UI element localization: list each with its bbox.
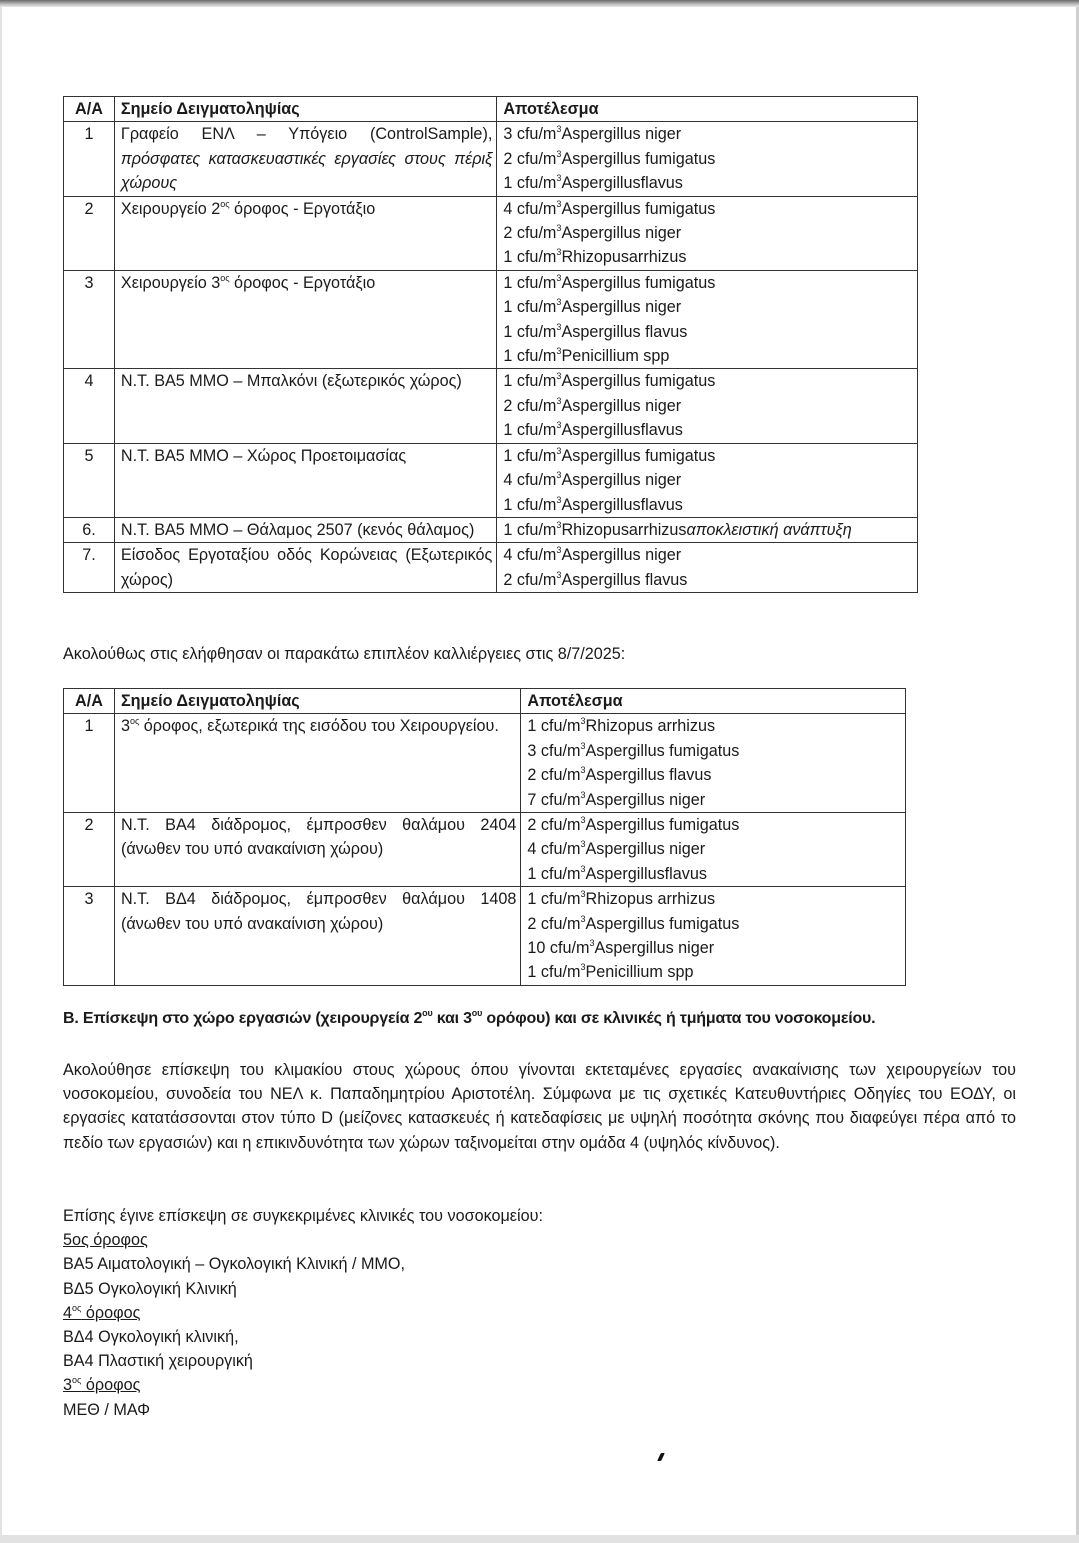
organism-name: Penicillium spp: [585, 963, 694, 982]
cfu-unit: cfu/m: [540, 963, 581, 982]
cfu-unit: cfu/m: [516, 520, 557, 539]
cfu-unit: cfu/m: [516, 298, 557, 317]
heading-text: Β. Επίσκεψη στο χώρο εργασιών (χειρουργεία 2: [63, 1010, 423, 1027]
result-cell: [497, 270, 918, 369]
sampling-results-table-1: [63, 96, 918, 593]
sampling-point: Ν.Τ. ΒΑ4 διάδρομος, έμπροσθεν θαλάμου 2404 (άνωθεν του υπό ανακαίνιση χώρου): [114, 813, 520, 887]
unit-exponent: 3: [589, 938, 595, 949]
sampling-point: Ν.Τ. ΒΑ5 ΜΜΟ – Θάλαμος 2507 (κενός θάλαμος): [114, 517, 496, 542]
result-cell: [521, 887, 906, 986]
organism-name: Aspergillus niger: [561, 298, 682, 317]
result-line: [503, 418, 913, 442]
result-line: [503, 221, 913, 245]
cfu-unit: cfu/m: [516, 446, 557, 465]
cfu-unit: cfu/m: [516, 471, 557, 490]
unit-exponent: 3: [580, 740, 586, 751]
row-number: 4: [64, 369, 115, 443]
header-aa: Α/Α: [64, 689, 115, 714]
cfu-count: 4: [503, 546, 513, 565]
cfu-unit: cfu/m: [516, 570, 557, 589]
organism-name: Rhizopusarrhizus: [561, 248, 687, 267]
cfu-count: 2: [527, 914, 537, 933]
result-cell: [521, 714, 906, 813]
unit-exponent: 3: [556, 173, 562, 184]
unit-exponent: 3: [556, 470, 562, 481]
cfu-count: 1: [503, 322, 513, 341]
cfu-count: 2: [503, 224, 513, 243]
unit-exponent: 3: [556, 519, 562, 530]
cfu-unit: cfu/m: [540, 717, 581, 736]
additional-cultures-intro: Ακολούθως στις ελήφθησαν οι παρακάτω επιπλέον καλλιέργειες στις 8/7/2025:: [63, 645, 626, 663]
result-cell: [497, 369, 918, 443]
cfu-count: 2: [503, 149, 513, 168]
cfu-count: 4: [503, 471, 513, 490]
cfu-unit: cfu/m: [516, 546, 557, 565]
result-cell: [497, 196, 918, 270]
cfu-unit: cfu/m: [516, 248, 557, 267]
ordinal-suffix: ος: [220, 198, 230, 209]
cfu-unit: cfu/m: [540, 890, 581, 909]
table-row: [64, 517, 918, 542]
floor-word: όροφος: [81, 1376, 141, 1395]
sampling-point: [114, 122, 496, 196]
header-aa: Α/Α: [64, 97, 115, 122]
result-cell: [497, 443, 918, 517]
ordinal-suffix: ος: [220, 272, 230, 283]
result-cell: [521, 813, 906, 887]
sampling-point: Ν.Τ. ΒΔ4 διάδρομος, έμπροσθεν θαλάμου 1408 (άνωθεν του υπό ανακαίνιση χώρου): [114, 887, 520, 986]
cfu-unit: cfu/m: [516, 322, 557, 341]
organism-name: Aspergillus fumigatus: [561, 273, 716, 292]
table-header-row: [64, 689, 906, 714]
sampling-point: [114, 714, 520, 813]
organism-name: Penicillium spp: [561, 347, 670, 366]
unit-exponent: 3: [580, 913, 586, 924]
result-line: [527, 739, 901, 763]
row-number: 1: [64, 122, 115, 196]
heading-sup: ου: [422, 1008, 433, 1018]
result-line: [503, 147, 913, 171]
result-line: [503, 171, 913, 195]
cfu-count: 1: [503, 298, 513, 317]
sampling-point-text: Χειρουργείο 2: [120, 199, 221, 218]
result-line: [503, 568, 913, 592]
heading-sup: ου: [471, 1008, 483, 1018]
cfu-unit: cfu/m: [549, 939, 590, 958]
cfu-count: 1: [503, 248, 513, 267]
section-b-body: Ακολούθησε επίσκεψη του κλιμακίου στους χώρους όπου γίνονται εκτεταμένες εργασίες ανακαίνισης των χειρουργείων του νοσοκομείου, συνοδεία του ΝΕΛ κ. Παπαδημητρίου Αριστοτέλη. Σύμφωνα με τις σχετικές Κατευθυντήριες Οδηγίες του ΕΟΔΥ, οι εργασίες κατατάσσονται στον τύπο D (μείζονες κατασκευές ή κατεδαφίσεις με υψηλή ποσότητα σκόνης που διαφεύγει πέρα από το πεδίο των εργασιών) και η επικινδυνότητα των χώρων ταξινομείται στην ομάδα 4 (υψηλός κίνδυνος).: [63, 1061, 1016, 1152]
sampling-point: Είσοδος Εργοταξίου οδός Κορώνειας (Εξωτερικός χώρος): [114, 543, 496, 593]
result-line: [503, 197, 913, 221]
unit-exponent: 3: [556, 371, 562, 382]
organism-name: Aspergillus niger: [585, 790, 706, 809]
result-line: [527, 960, 901, 984]
organism-name: Aspergillus niger: [561, 396, 682, 415]
row-number: 7.: [64, 543, 115, 593]
clinic-item: ΜΕΘ / ΜΑΦ: [63, 1400, 151, 1419]
clinic-item: ΒΑ5 Αιματολογική – Ογκολογική Κλινική / ΜΜΟ,: [63, 1255, 406, 1274]
header-sampling-point: Σημείο Δειγματοληψίας: [114, 97, 496, 122]
result-line: [527, 862, 901, 886]
result-line: [527, 763, 901, 787]
cfu-count: 1: [527, 717, 537, 736]
section-b-heading: [63, 1010, 875, 1028]
row-number: 2: [64, 196, 115, 270]
cfu-unit: cfu/m: [516, 396, 557, 415]
cfu-count: 1: [503, 174, 513, 193]
cfu-count: 10: [527, 939, 546, 958]
unit-exponent: 3: [556, 569, 562, 580]
cfu-count: 4: [503, 199, 513, 218]
organism-name: Aspergillus niger: [561, 546, 682, 565]
stray-ink-mark: [657, 1453, 665, 1461]
unit-exponent: 3: [556, 272, 562, 283]
cfu-count: 1: [503, 347, 513, 366]
ordinal-suffix: ος: [72, 1302, 82, 1313]
organism-name: Aspergillus fumigatus: [561, 149, 716, 168]
table-row: [64, 813, 906, 887]
organism-name: Aspergillus flavus: [561, 322, 688, 341]
cfu-count: 1: [503, 495, 513, 514]
result-line: [503, 320, 913, 344]
result-line: [503, 468, 913, 492]
table-row: [64, 714, 906, 813]
floor-label-text: [63, 1376, 140, 1394]
result-line: [503, 444, 913, 468]
cfu-count: 1: [527, 963, 537, 982]
unit-exponent: 3: [556, 395, 562, 406]
result-line: [503, 518, 913, 542]
table-row: [64, 369, 918, 443]
organism-name: Aspergillus niger: [585, 840, 706, 859]
result-line: [503, 394, 913, 418]
unit-exponent: 3: [580, 863, 586, 874]
organism-name: Aspergillus fumigatus: [585, 914, 740, 933]
result-note: αποκλειστική ανάπτυξη: [686, 520, 852, 539]
cfu-count: 3: [503, 125, 513, 144]
cfu-count: 3: [527, 741, 537, 760]
unit-exponent: 3: [580, 716, 586, 727]
cfu-unit: cfu/m: [516, 149, 557, 168]
organism-name: Aspergillusflavus: [561, 174, 683, 193]
organism-name: Aspergillus fumigatus: [585, 741, 740, 760]
sampling-point-note: πρόσφατες κατασκευαστικές εργασίες στους πέριξ χώρους: [120, 149, 493, 193]
floor-label-text: [63, 1231, 148, 1249]
cfu-unit: cfu/m: [516, 199, 557, 218]
unit-exponent: 3: [580, 789, 586, 800]
result-line: [527, 788, 901, 812]
clinic-visits-intro: Επίσης έγινε επίσκεψη σε συγκεκριμένες κλινικές του νοσοκομείου:: [63, 1207, 543, 1225]
unit-exponent: 3: [580, 839, 586, 850]
organism-name: Aspergillus niger: [561, 224, 682, 243]
cfu-unit: cfu/m: [540, 816, 581, 835]
result-line: [527, 714, 901, 738]
table-row: [64, 196, 918, 270]
unit-exponent: 3: [556, 346, 562, 357]
organism-name: Aspergillus fumigatus: [585, 816, 740, 835]
organism-name: Aspergillus niger: [561, 125, 682, 144]
floor-number: 4: [63, 1303, 73, 1322]
cfu-unit: cfu/m: [516, 495, 557, 514]
table-row: [64, 443, 918, 517]
floor-label: [63, 1301, 543, 1325]
cfu-count: 2: [503, 570, 513, 589]
cfu-unit: cfu/m: [516, 224, 557, 243]
floor-label: [63, 1373, 543, 1397]
unit-exponent: 3: [556, 420, 562, 431]
scan-bottom-edge: [0, 1535, 1079, 1543]
result-line: [503, 271, 913, 295]
organism-name: Aspergillusflavus: [561, 421, 683, 440]
result-cell: [497, 122, 918, 196]
sampling-point: [114, 270, 496, 369]
cfu-unit: cfu/m: [516, 421, 557, 440]
sampling-point-text: Γραφείο ΕΝΛ – Υπόγειο (ControlSample),: [120, 125, 493, 144]
result-line: [503, 122, 913, 146]
organism-name: Rhizopusarrhizus: [561, 520, 687, 539]
heading-text: και 3: [432, 1010, 472, 1027]
sampling-point-text: 3: [120, 717, 130, 736]
organism-name: Aspergillus flavus: [561, 570, 688, 589]
sampling-point-text: όροφος - Εργοτάξιο: [229, 199, 376, 218]
unit-exponent: 3: [556, 223, 562, 234]
header-result: Αποτέλεσμα: [497, 97, 918, 122]
unit-exponent: 3: [556, 321, 562, 332]
cfu-unit: cfu/m: [540, 741, 581, 760]
cfu-count: 1: [503, 372, 513, 391]
cfu-count: 1: [503, 421, 513, 440]
heading-text: ορόφου) και σε κλινικές ή τμήματα του νοσοκομείου.: [482, 1010, 876, 1027]
sampling-point: [114, 196, 496, 270]
result-line: [503, 344, 913, 368]
sampling-point: Ν.Τ. ΒΑ5 ΜΜΟ – Μπαλκόνι (εξωτερικός χώρος): [114, 369, 496, 443]
organism-name: Aspergillusflavus: [561, 495, 683, 514]
organism-name: Rhizopus arrhizus: [585, 890, 716, 909]
floor-number: 3: [63, 1376, 73, 1395]
cfu-count: 1: [503, 273, 513, 292]
cfu-unit: cfu/m: [516, 273, 557, 292]
result-line: [527, 837, 901, 861]
row-number: 5: [64, 443, 115, 517]
floor-label: [63, 1228, 543, 1252]
cfu-count: 4: [527, 840, 537, 859]
row-number: 3: [64, 887, 115, 986]
cfu-count: 1: [527, 890, 537, 909]
table-header-row: [64, 97, 918, 122]
unit-exponent: 3: [556, 494, 562, 505]
cfu-count: 7: [527, 790, 537, 809]
clinic-item: ΒΑ4 Πλαστική χειρουργική: [63, 1352, 253, 1371]
clinic-item: ΒΔ4 Ογκολογική κλινική,: [63, 1328, 239, 1347]
table-row: [64, 543, 918, 593]
organism-name: Aspergillusflavus: [585, 864, 707, 883]
sampling-point: Ν.Τ. ΒΑ5 ΜΜΟ – Χώρος Προετοιμασίας: [114, 443, 496, 517]
row-number: 3: [64, 270, 115, 369]
cfu-unit: cfu/m: [540, 790, 581, 809]
floor-number: 5ος όροφος: [63, 1231, 148, 1250]
clinic-visits: [63, 1204, 543, 1422]
unit-exponent: 3: [580, 889, 586, 900]
organism-name: Aspergillus fumigatus: [561, 199, 716, 218]
sampling-point-text: όροφος, εξωτερικά της εισόδου του Χειρουργείου.: [139, 717, 499, 736]
cfu-unit: cfu/m: [516, 372, 557, 391]
organism-name: Aspergillus fumigatus: [561, 372, 716, 391]
cfu-unit: cfu/m: [540, 840, 581, 859]
ordinal-suffix: ος: [72, 1375, 82, 1386]
floor-label-text: [63, 1304, 140, 1322]
unit-exponent: 3: [556, 124, 562, 135]
floor-word: όροφος: [81, 1303, 141, 1322]
cfu-count: 1: [527, 864, 537, 883]
result-line: [503, 295, 913, 319]
row-number: 6.: [64, 517, 115, 542]
table-row: [64, 887, 906, 986]
sampling-point-text: Χειρουργείο 3: [120, 273, 221, 292]
cfu-unit: cfu/m: [540, 914, 581, 933]
result-line: [527, 912, 901, 936]
result-cell: [497, 517, 918, 542]
organism-name: Aspergillus niger: [594, 939, 715, 958]
result-line: [503, 369, 913, 393]
unit-exponent: 3: [556, 297, 562, 308]
cfu-count: 2: [527, 816, 537, 835]
result-line: [503, 543, 913, 567]
cfu-count: 1: [503, 446, 513, 465]
result-line: [527, 936, 901, 960]
organism-name: Aspergillus flavus: [585, 766, 712, 785]
table-row: [64, 270, 918, 369]
cfu-count: 2: [527, 766, 537, 785]
table-row: [64, 122, 918, 196]
result-line: [527, 887, 901, 911]
unit-exponent: 3: [556, 198, 562, 209]
cfu-unit: cfu/m: [540, 766, 581, 785]
clinic-item: ΒΔ5 Ογκολογική Κλινική: [63, 1279, 237, 1298]
unit-exponent: 3: [580, 815, 586, 826]
floor-list: [63, 1228, 543, 1422]
organism-name: Aspergillus niger: [561, 471, 682, 490]
header-sampling-point: Σημείο Δειγματοληψίας: [114, 689, 520, 714]
result-cell: [497, 543, 918, 593]
result-line: [527, 813, 901, 837]
result-line: [503, 245, 913, 269]
unit-exponent: 3: [580, 962, 586, 973]
organism-name: Rhizopus arrhizus: [585, 717, 716, 736]
sampling-results-table-2: [63, 688, 906, 986]
row-number: 2: [64, 813, 115, 887]
cfu-unit: cfu/m: [516, 347, 557, 366]
cfu-count: 2: [503, 396, 513, 415]
ordinal-suffix: ος: [129, 716, 140, 727]
scan-left-edge: [0, 7, 2, 1537]
row-number: 1: [64, 714, 115, 813]
cfu-unit: cfu/m: [540, 864, 581, 883]
unit-exponent: 3: [556, 247, 562, 258]
scan-top-edge: [0, 0, 1079, 7]
unit-exponent: 3: [556, 545, 562, 556]
unit-exponent: 3: [556, 445, 562, 456]
unit-exponent: 3: [580, 765, 586, 776]
unit-exponent: 3: [556, 148, 562, 159]
cfu-unit: cfu/m: [516, 174, 557, 193]
cfu-unit: cfu/m: [516, 125, 557, 144]
result-line: [503, 493, 913, 517]
cfu-count: 1: [503, 520, 513, 539]
sampling-point-text: όροφος - Εργοτάξιο: [229, 273, 376, 292]
organism-name: Aspergillus fumigatus: [561, 446, 716, 465]
header-result: Αποτέλεσμα: [521, 689, 906, 714]
